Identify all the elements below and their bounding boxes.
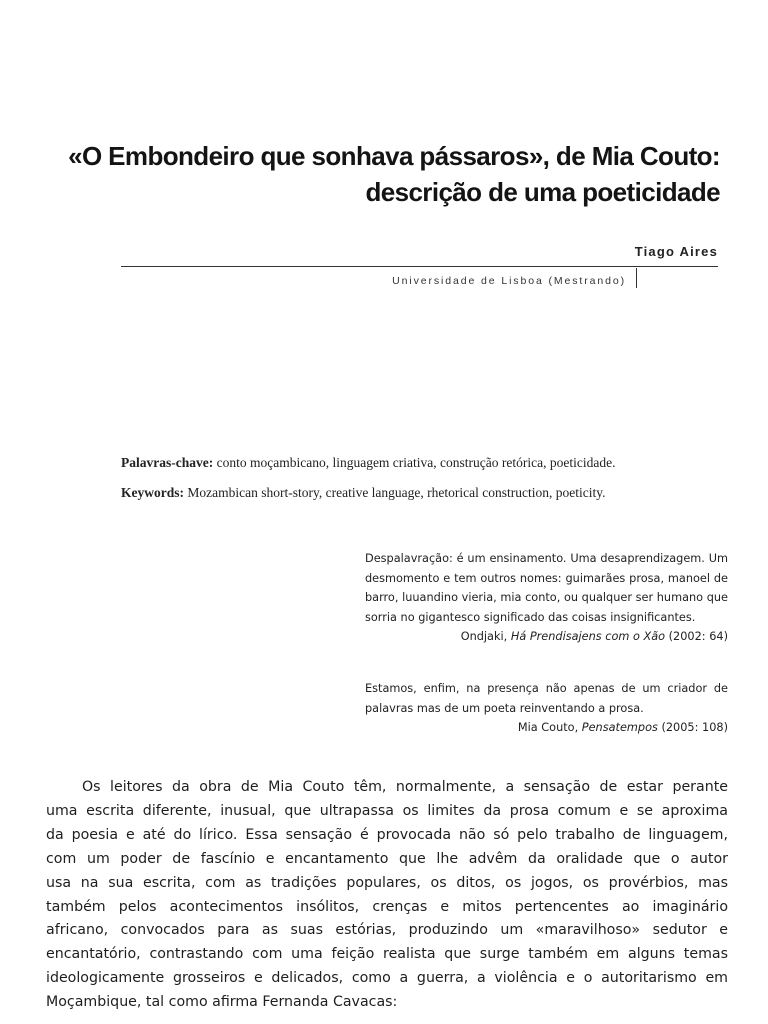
epigraph-2-year: (2005: 108) xyxy=(657,721,728,735)
keywords-en-text: Mozambican short-story, creative language, rhetorical construction, poeticity. xyxy=(184,485,606,500)
body-line: também pelos acontecimentos insólitos, crenças e mitos pertencentes ao imaginário xyxy=(46,898,728,915)
epigraph-2-work: Pensatempos xyxy=(581,721,658,735)
affiliation-bar xyxy=(636,268,637,288)
epigraph-1-year: (2002: 64) xyxy=(665,630,728,644)
epigraph-1-work: Há Prendisajens com o Xão xyxy=(510,630,666,644)
body-line: ideologicamente grosseiros e delicados, como a guerra, a violência e o autoritarismo em xyxy=(46,970,728,987)
keywords-en xyxy=(121,485,731,501)
epigraph-2-author: Mia Couto, xyxy=(517,721,582,735)
body-line: Os leitores da obra de Mia Couto têm, normalmente, a sensação de estar perante xyxy=(82,779,728,795)
title-line-1: «O Embondeiro que sonhava pássaros», de Mia Couto: xyxy=(68,141,720,171)
body-line: africano, convocados para as suas estórias, produzindo um «maravilhoso» sedutor e xyxy=(46,922,728,939)
epigraph-1 xyxy=(365,549,728,647)
author-affiliation: Universidade de Lisboa (Mestrando) xyxy=(392,275,626,287)
body-line: uma escrita diferente, inusual, que ultrapassa os limites da prosa comum e se aproxima xyxy=(46,802,728,819)
epigraph-2 xyxy=(365,679,728,738)
title-line-2: descrição de uma poeticidade xyxy=(365,177,720,207)
keywords-pt-text: conto moçambicano, linguagem criativa, construção retórica, poeticidade. xyxy=(213,455,616,470)
body-line: Moçambique, tal como afirma Fernanda Cavacas: xyxy=(46,994,398,1011)
author-name: Tiago Aires xyxy=(634,244,718,259)
header-rule xyxy=(121,266,718,267)
body-line: com um poder de fascínio e encantamento que lhe advêm da oralidade que o autor xyxy=(46,850,728,867)
body-paragraph xyxy=(46,776,728,1015)
epigraph-2-text: Estamos, enfim, na presença não apenas de um criador de palavras mas de um poeta reinventando a prosa. xyxy=(365,682,728,715)
epigraph-1-author: Ondjaki, xyxy=(460,630,511,644)
body-line: encantatório, contrastando com uma feição realista que surge também em alguns temas xyxy=(46,946,728,963)
article-title xyxy=(68,138,720,210)
epigraph-1-text: Despalavração: é um ensinamento. Uma desaprendizagem. Um desmomento e tem outros nomes: guimarães prosa, manoel de barro, luuandino vieria, mia conto, ou qualquer ser humano que sorria no gigantesco significado das coisas insignificantes. xyxy=(365,552,728,624)
epigraph-2-source xyxy=(365,718,728,738)
body-line: da poesia e até do lírico. Essa sensação é provocada não só pelo trabalho de linguagem, xyxy=(46,826,728,843)
epigraph-1-source xyxy=(365,627,728,647)
keywords-pt xyxy=(121,455,731,471)
keywords-pt-label: Palavras-chave: xyxy=(121,455,214,470)
body-line: usa na sua escrita, com as tradições populares, os ditos, os jogos, os provérbios, mas xyxy=(46,874,728,891)
keywords-en-label: Keywords: xyxy=(121,485,184,500)
